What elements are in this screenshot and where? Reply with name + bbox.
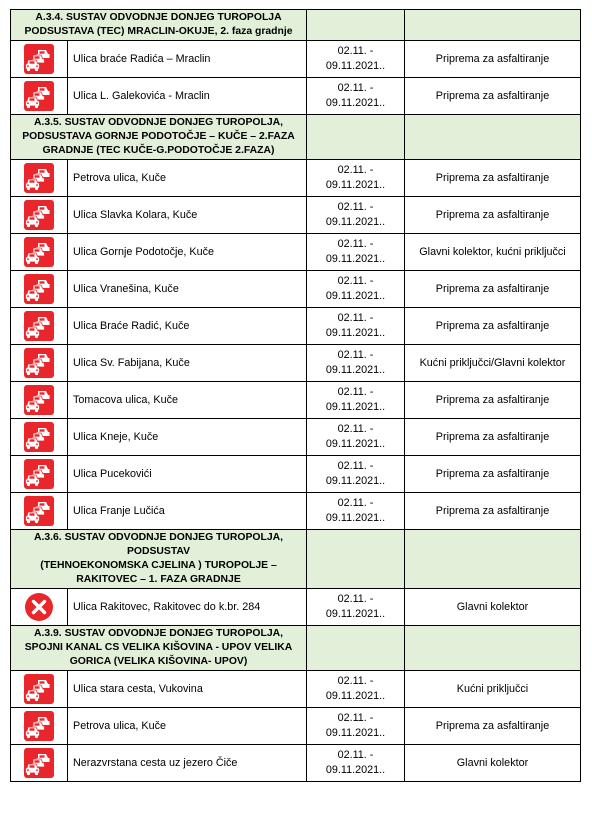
date-to: 09.11.2021.. <box>325 764 386 776</box>
table-row <box>11 41 581 78</box>
section-empty-cell <box>307 530 405 589</box>
date-from: 02.11. - <box>337 238 374 250</box>
date-cell <box>307 382 405 419</box>
table-row <box>11 708 581 745</box>
icon-cell <box>11 589 68 626</box>
note-cell: Glavni kolektor <box>405 745 581 782</box>
date-cell <box>307 671 405 708</box>
section-header-row <box>11 115 581 160</box>
section-title-line: PODSUSTAV <box>126 546 191 557</box>
date-cell <box>307 308 405 345</box>
date-from: 02.11. - <box>337 349 374 361</box>
date-to: 09.11.2021.. <box>325 475 386 487</box>
note-cell: Priprema za asfaltiranje <box>405 493 581 530</box>
note-cell: Priprema za asfaltiranje <box>405 78 581 115</box>
date-from: 02.11. - <box>337 45 374 57</box>
street-cell: Nerazvrstana cesta uz jezero Čiče <box>68 745 307 782</box>
traffic-jam-icon <box>24 674 54 704</box>
section-empty-cell <box>307 10 405 41</box>
date-to: 09.11.2021.. <box>325 179 386 191</box>
street-cell: Ulica Rakitovec, Rakitovec do k.br. 284 <box>68 589 307 626</box>
traffic-jam-icon <box>24 348 54 378</box>
traffic-jam-icon <box>24 711 54 741</box>
street-cell: Ulica Kneje, Kuče <box>68 419 307 456</box>
date-from: 02.11. - <box>337 312 374 324</box>
date-cell <box>307 589 405 626</box>
section-empty-cell <box>307 115 405 160</box>
traffic-jam-icon <box>24 422 54 452</box>
street-cell: Ulica Vranešina, Kuče <box>68 271 307 308</box>
street-cell: Petrova ulica, Kuče <box>68 160 307 197</box>
table-row <box>11 589 581 626</box>
traffic-jam-icon <box>24 274 54 304</box>
date-to: 09.11.2021.. <box>325 401 386 413</box>
date-to: 09.11.2021.. <box>325 97 386 109</box>
traffic-jam-icon <box>24 237 54 267</box>
traffic-jam-icon <box>24 44 54 74</box>
table-row <box>11 456 581 493</box>
section-title: A.3.9. SUSTAV ODVODNJE DONJEG TUROPOLJA, SPOJNI KANAL CS VELIKA KIŠOVINA - UPOV VELIKA GORICA (VELIKA KIŠOVINA- UPOV) <box>11 626 307 671</box>
date-to: 09.11.2021.. <box>325 216 386 228</box>
date-to: 09.11.2021.. <box>325 690 386 702</box>
date-cell <box>307 745 405 782</box>
traffic-jam-icon <box>24 200 54 230</box>
date-cell <box>307 419 405 456</box>
note-cell: Priprema za asfaltiranje <box>405 41 581 78</box>
note-cell: Glavni kolektor, kućni priključci <box>405 234 581 271</box>
street-cell: Ulica Slavka Kolara, Kuče <box>68 197 307 234</box>
table-row <box>11 345 581 382</box>
roadworks-table <box>10 9 581 782</box>
date-from: 02.11. - <box>337 386 374 398</box>
icon-cell <box>11 671 68 708</box>
date-cell <box>307 708 405 745</box>
date-to: 09.11.2021.. <box>325 327 386 339</box>
section-empty-cell <box>405 530 581 589</box>
street-cell: Tomacova ulica, Kuče <box>68 382 307 419</box>
table-row <box>11 197 581 234</box>
icon-cell <box>11 419 68 456</box>
icon-cell <box>11 456 68 493</box>
table-row <box>11 745 581 782</box>
date-cell <box>307 41 405 78</box>
section-title-line: (TEHNOEKONOMSKA CJELINA ) TUROPOLJE – <box>40 560 277 571</box>
note-cell: Priprema za asfaltiranje <box>405 271 581 308</box>
section-empty-cell <box>307 626 405 671</box>
date-cell <box>307 271 405 308</box>
traffic-jam-icon <box>24 81 54 111</box>
traffic-jam-icon <box>24 163 54 193</box>
date-to: 09.11.2021.. <box>325 253 386 265</box>
note-cell: Priprema za asfaltiranje <box>405 160 581 197</box>
icon-cell <box>11 493 68 530</box>
street-cell: Petrova ulica, Kuče <box>68 708 307 745</box>
date-from: 02.11. - <box>337 82 374 94</box>
date-cell <box>307 160 405 197</box>
section-empty-cell <box>405 10 581 41</box>
date-from: 02.11. - <box>337 675 374 687</box>
road-closed-icon <box>24 592 54 622</box>
date-cell <box>307 493 405 530</box>
street-cell: Ulica Franje Lučića <box>68 493 307 530</box>
street-cell: Ulica Gornje Podotočje, Kuče <box>68 234 307 271</box>
table-row <box>11 382 581 419</box>
traffic-jam-icon <box>24 459 54 489</box>
icon-cell <box>11 197 68 234</box>
date-from: 02.11. - <box>337 275 374 287</box>
date-from: 02.11. - <box>337 460 374 472</box>
note-cell: Priprema za asfaltiranje <box>405 197 581 234</box>
section-title: A.3.5. SUSTAV ODVODNJE DONJEG TUROPOLJA, PODSUSTAVA GORNJE PODOTOČJE – KUČE – 2.FAZA GRADNJE (TEC KUČE-G.PODOTOČJE 2.FAZA) <box>11 115 307 160</box>
street-cell: Ulica stara cesta, Vukovina <box>68 671 307 708</box>
traffic-jam-icon <box>24 385 54 415</box>
street-cell: Ulica Braće Radić, Kuče <box>68 308 307 345</box>
date-to: 09.11.2021.. <box>325 608 386 620</box>
date-to: 09.11.2021.. <box>325 727 386 739</box>
section-empty-cell <box>405 115 581 160</box>
section-header-row <box>11 626 581 671</box>
date-from: 02.11. - <box>337 712 374 724</box>
date-to: 09.11.2021.. <box>325 438 386 450</box>
street-cell: Ulica Pucekovići <box>68 456 307 493</box>
date-to: 09.11.2021.. <box>325 364 386 376</box>
date-cell <box>307 345 405 382</box>
date-from: 02.11. - <box>337 201 374 213</box>
date-from: 02.11. - <box>337 423 374 435</box>
note-cell: Glavni kolektor <box>405 589 581 626</box>
traffic-jam-icon <box>24 748 54 778</box>
traffic-jam-icon <box>24 496 54 526</box>
date-from: 02.11. - <box>337 164 374 176</box>
traffic-jam-icon <box>24 311 54 341</box>
section-title: A.3.4. SUSTAV ODVODNJE DONJEG TUROPOLJA PODSUSTAVA (TEC) MRACLIN-OKUJE, 2. faza gradnje <box>11 10 307 41</box>
section-empty-cell <box>405 626 581 671</box>
icon-cell <box>11 708 68 745</box>
icon-cell <box>11 382 68 419</box>
street-cell: Ulica braće Radića – Mraclin <box>68 41 307 78</box>
icon-cell <box>11 345 68 382</box>
icon-cell <box>11 234 68 271</box>
note-cell: Priprema za asfaltiranje <box>405 708 581 745</box>
street-cell: Ulica L. Galekovića - Mraclin <box>68 78 307 115</box>
date-from: 02.11. - <box>337 749 374 761</box>
note-cell: Priprema za asfaltiranje <box>405 456 581 493</box>
table-row <box>11 271 581 308</box>
note-cell: Priprema za asfaltiranje <box>405 308 581 345</box>
note-cell: Priprema za asfaltiranje <box>405 382 581 419</box>
table-row <box>11 160 581 197</box>
icon-cell <box>11 271 68 308</box>
icon-cell <box>11 41 68 78</box>
section-header-row <box>11 10 581 41</box>
date-from: 02.11. - <box>337 593 374 605</box>
section-title-line: A.3.6. SUSTAV ODVODNJE DONJEG TUROPOLJA, <box>33 532 284 543</box>
section-header-row <box>11 530 581 589</box>
roadworks-table-body <box>11 10 581 782</box>
table-row <box>11 234 581 271</box>
icon-cell <box>11 745 68 782</box>
icon-cell <box>11 308 68 345</box>
table-row <box>11 493 581 530</box>
table-row <box>11 671 581 708</box>
street-cell: Ulica Sv. Fabijana, Kuče <box>68 345 307 382</box>
section-title-line: RAKITOVEC – 1. FAZA GRADNJE <box>76 574 241 585</box>
note-cell: Kućni priključci <box>405 671 581 708</box>
date-cell <box>307 78 405 115</box>
table-row <box>11 419 581 456</box>
note-cell: Priprema za asfaltiranje <box>405 419 581 456</box>
section-title <box>11 530 307 589</box>
icon-cell <box>11 160 68 197</box>
icon-cell <box>11 78 68 115</box>
date-cell <box>307 456 405 493</box>
date-cell <box>307 234 405 271</box>
date-from: 02.11. - <box>337 497 374 509</box>
note-cell: Kućni priključci/Glavni kolektor <box>405 345 581 382</box>
date-to: 09.11.2021.. <box>325 60 386 72</box>
date-to: 09.11.2021.. <box>325 512 386 524</box>
date-to: 09.11.2021.. <box>325 290 386 302</box>
table-row <box>11 308 581 345</box>
date-cell <box>307 197 405 234</box>
table-row <box>11 78 581 115</box>
